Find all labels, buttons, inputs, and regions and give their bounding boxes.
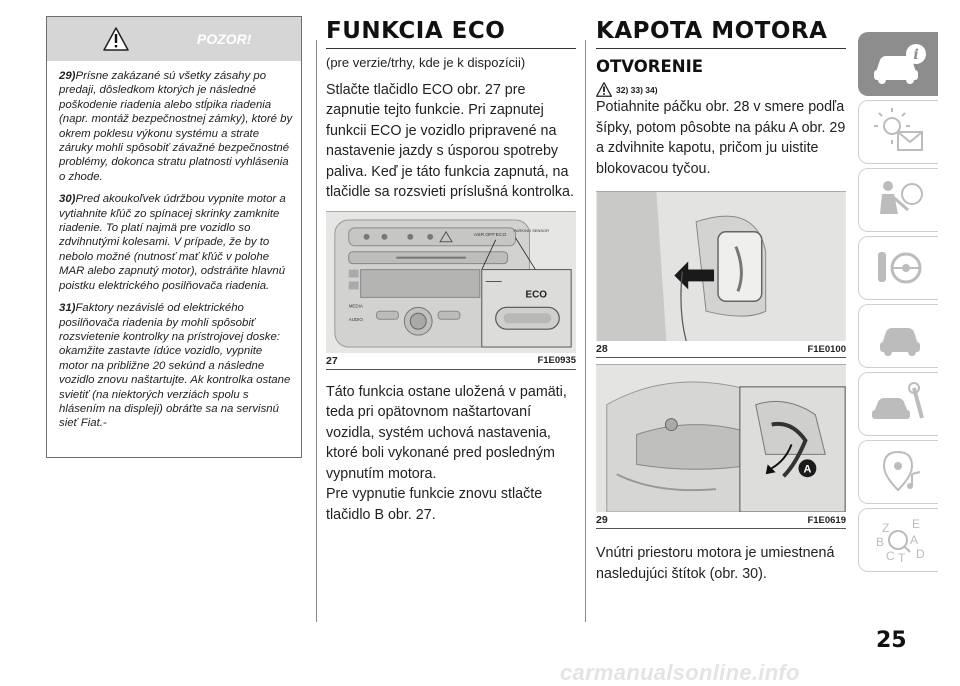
item-number: 31) <box>59 302 76 315</box>
eco-paragraph-3: Pre vypnutie funkcie znovu stlačte tlačidlo B obr. 27. <box>326 486 543 523</box>
eco-subtitle: (pre verzie/trhy, kde je k dispozícii) <box>326 55 526 70</box>
page-number: 25 <box>876 628 907 653</box>
index-icon <box>868 514 930 566</box>
warning-item <box>59 69 293 184</box>
warning-triangle-icon <box>596 82 612 97</box>
figure-code: F1E0100 <box>807 343 846 355</box>
warning-references <box>596 82 846 97</box>
index-letter: T <box>897 551 905 565</box>
eco-panel-label: ECO <box>495 232 507 238</box>
warning-item <box>59 192 293 293</box>
item-text: Pred akoukoľvek údržbou vypnite motor a vytiahnite kľúč zo spínacej skrinky zamknite riadenie. To platí najmä pre vozidlo so zdvihnutými kolesami. V prípade, že by to nebolo možné (nutnosť mať kľúč v polohe MAR alebo zapnutý motor), odstráňte hlavnú poistku elektrického posilňovača riadenia. <box>59 193 286 292</box>
tab-index[interactable] <box>858 508 938 572</box>
hood-release-image <box>596 364 846 512</box>
car-info-icon <box>868 38 930 90</box>
item-text: Prísne zakázané sú všetky zásahy po predaji, dôsledkom ktorých je následné poškodenie riadenia alebo stĺpika riadenia (napr. montáž bezpečnostnej zámky), ktoré by okrem poklesu výkonu systému a strate záruky mohli spôsobiť závažné bezpečnostné problémy, dokonca stratu platnosti vyhlásenia o zhode. <box>59 70 293 183</box>
index-letter: Z <box>881 521 889 535</box>
figure-number: 27 <box>326 354 338 367</box>
figure-28 <box>596 191 846 358</box>
starting-driving-icon <box>868 242 930 294</box>
item-text: Faktory nezávislé od elektrického posilňovača riadenia by mohli spôsobiť rozsvietenie kontrolky na prístrojovej doske: okamžite zastavte ídúce vozidlo, vypnite motor na približne 20 sekúnd a následne vozidlo znovu naštartujte. Ak kontrolka ostane svietiť (na niektorých verziách spolu s hlásením na displeji) obráťte sa na servisnú sieť Fiat.- <box>59 302 291 430</box>
multimedia-icon <box>868 446 930 498</box>
tab-emergency[interactable] <box>858 304 938 368</box>
airbag-icon <box>868 174 930 226</box>
chapter-sidebar <box>858 32 938 576</box>
hood-subheading: OTVORENIE <box>596 57 703 76</box>
hood-paragraph-1: Potiahnite páčku obr. 28 v smere podľa šípky, potom pôsobte na páku A obr. 29 a zdvihnite kapotu, pričom ju uistite blokovacou tyčou. <box>596 99 846 177</box>
figure-27-caption <box>326 353 576 370</box>
index-letter: C <box>885 549 895 563</box>
warning-body <box>47 61 301 431</box>
warning-title: POZOR! <box>197 31 252 47</box>
asr-label: ASR OFF <box>473 232 496 238</box>
item-number: 30) <box>59 193 76 206</box>
figure-code: F1E0935 <box>537 355 576 366</box>
warning-item <box>59 301 293 431</box>
hood-heading: KAPOTA MOTORA <box>596 16 846 49</box>
eco-section <box>326 16 576 525</box>
item-number: 29) <box>59 70 76 82</box>
index-letter: E <box>911 517 920 531</box>
eco-dashboard-image <box>326 211 576 353</box>
warning-header <box>47 17 301 61</box>
media-label: MEDIA <box>348 302 363 308</box>
maintenance-icon <box>868 378 930 430</box>
index-letter: B <box>875 535 884 549</box>
tab-multimedia[interactable] <box>858 440 938 504</box>
warning-lights-icon <box>868 106 930 158</box>
figure-27 <box>326 211 576 370</box>
parking-label: PARKING SENSOR <box>513 227 549 233</box>
tab-warning-lights[interactable] <box>858 100 938 164</box>
figure-code: F1E0619 <box>807 514 846 526</box>
column-divider <box>585 40 586 622</box>
hood-paragraph-2: Vnútri priestoru motora je umiestnená nasledujúci štítok (obr. 30). <box>596 545 835 582</box>
figure-number: 28 <box>596 343 608 355</box>
hood-section <box>596 16 846 584</box>
audio-label: AUDIO <box>348 316 363 322</box>
emergency-icon <box>868 310 930 362</box>
footer-watermark: carmanualsonline.info <box>560 660 800 685</box>
tab-car-info[interactable] <box>858 32 938 96</box>
warning-box <box>46 16 302 458</box>
eco-heading: FUNKCIA ECO <box>326 16 576 49</box>
callout-a: A <box>803 463 812 476</box>
eco-paragraph-1: Stlačte tlačidlo ECO obr. 27 pre zapnutie tejto funkcie. Pri zapnutej funkcii ECO je vozidlo pripravené na nastavenie jazdy s úsporou spotreby paliva. Keď je táto funkcia zapnutá, na tlačidle sa rozsvieti príslušná kontrolka. <box>326 81 574 200</box>
tab-maintenance[interactable] <box>858 372 938 436</box>
index-letter: D <box>915 547 925 561</box>
figure-29-caption <box>596 512 846 529</box>
hood-lever-image <box>596 191 846 341</box>
column-divider <box>316 40 317 622</box>
reference-numbers: 32) 33) 34) <box>616 84 658 95</box>
svg-text:i: i <box>912 47 919 63</box>
eco-button-label: ECO <box>525 288 547 300</box>
eco-paragraph-2: Táto funkcia ostane uložená v pamäti, teda pri opätovnom naštartovaní vozidla, systém uchová nastavenia, ktoré boli vykonané pred posledným vypnutím motora. <box>326 383 567 482</box>
warning-triangle-icon <box>103 27 129 51</box>
figure-29 <box>596 364 846 529</box>
figure-number: 29 <box>596 514 608 526</box>
tab-airbag[interactable] <box>858 168 938 232</box>
figure-28-caption <box>596 341 846 358</box>
index-letter: A <box>909 533 918 547</box>
tab-starting-driving[interactable] <box>858 236 938 300</box>
